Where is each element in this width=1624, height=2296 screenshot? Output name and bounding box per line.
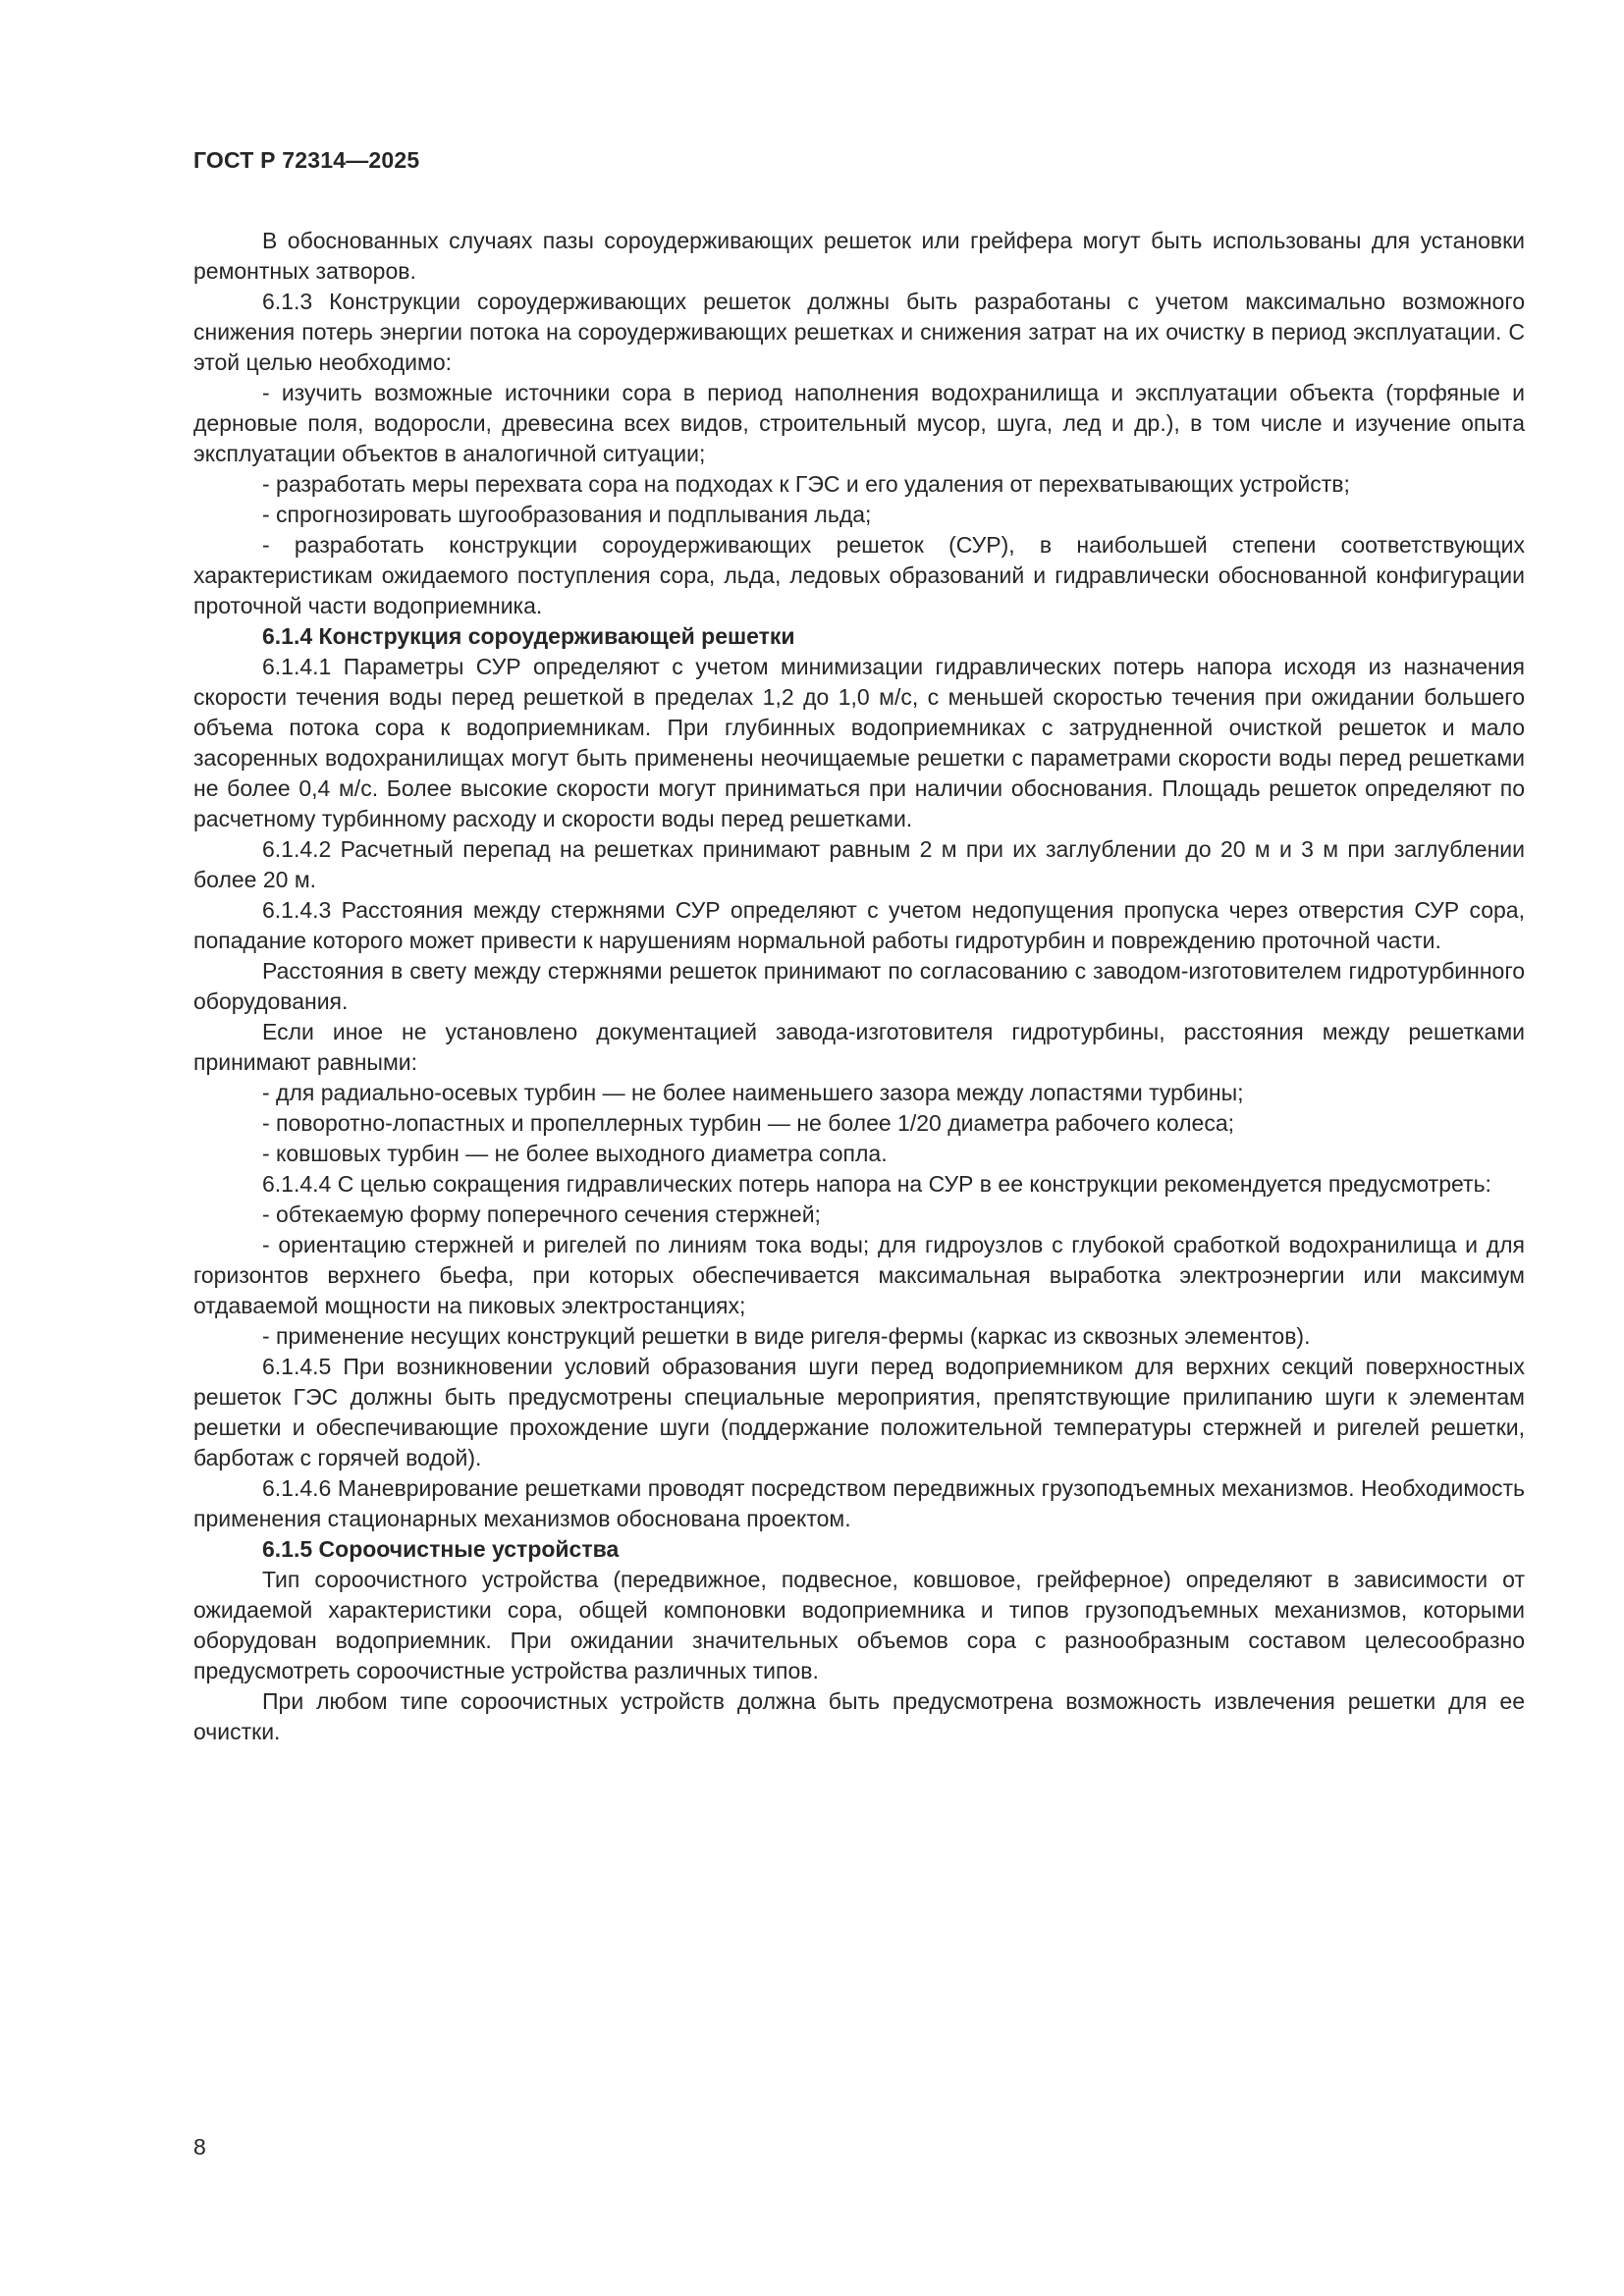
clause-6-1-4-6: 6.1.4.6 Маневрирование решетками проводят посредством передвижных грузоподъемных механизмов. Необходимость применения стационарных механизмов обоснована проектом. [193, 1475, 1525, 1531]
list-item: - разработать конструкции сороудерживающих решеток (СУР), в наибольшей степени соответствующих характеристикам ожидаемого поступления сора, льда, ледовых образований и гидравлически обоснованной конфигурации проточной части водоприемника. [193, 532, 1525, 618]
document-header: ГОСТ Р 72314—2025 [193, 147, 420, 173]
section-heading-6-1-4: 6.1.4 Конструкция сороудерживающей решетки [262, 623, 795, 649]
clause-6-1-3: 6.1.3 Конструкции сороудерживающих решеток должны быть разработаны с учетом максимально возможного снижения потерь энергии потока на сороудерживающих решетках и снижения затрат на их очистку в период эксплуатации. С этой целью необходимо: [193, 289, 1525, 375]
paragraph: Если иное не установлено документацией завода-изготовителя гидротурбины, расстояния между решетками принимают равными: [193, 1019, 1525, 1075]
paragraph: При любом типе сороочистных устройств должна быть предусмотрена возможность извлечения решетки для ее очистки. [193, 1688, 1525, 1744]
list-item: - обтекаемую форму поперечного сечения стержней; [262, 1201, 821, 1227]
clause-6-1-4-4: 6.1.4.4 С целью сокращения гидравлических потерь напора на СУР в ее конструкции рекомендуется предусмотреть: [262, 1171, 1491, 1197]
section-heading-6-1-5: 6.1.5 Сороочистные устройства [262, 1536, 620, 1562]
list-item: - поворотно-лопастных и пропеллерных турбин — не более 1/20 диаметра рабочего колеса; [262, 1110, 1234, 1136]
paragraph: Расстояния в свету между стержнями решеток принимают по согласованию с заводом-изготовителем гидротурбинного оборудования. [193, 958, 1525, 1014]
paragraph: В обоснованных случаях пазы сороудерживающих решеток или грейфера могут быть использованы для установки ремонтных затворов. [193, 228, 1525, 284]
list-item: - изучить возможные источники сора в период наполнения водохранилища и эксплуатации объекта (торфяные и дерновые поля, водоросли, древесина всех видов, строительный мусор, шуга, лед и др.), в том числе и изучение опыта эксплуатации объектов в аналогичной ситуации; [193, 380, 1525, 466]
list-item: - ковшовых турбин — не более выходного диаметра сопла. [262, 1141, 888, 1166]
list-item: - спрогнозировать шугообразования и подплывания льда; [262, 502, 872, 527]
paragraph: Тип сороочистного устройства (передвижное, подвесное, ковшовое, грейферное) определяют в зависимости от ожидаемой характеристики сора, общей компоновки водоприемника и типов грузоподъемных механизмов, которыми оборудован водоприемник. При ожидании значительных объемов сора с разнообразным составом целесообразно предусмотреть сороочистные устройства различных типов. [193, 1567, 1525, 1683]
clause-6-1-4-5: 6.1.4.5 При возникновении условий образования шуги перед водоприемником для верхних секций поверхностных решеток ГЭС должны быть предусмотрены специальные мероприятия, препятствующие прилипанию шуги к элементам решетки и обеспечивающие прохождение шуги (поддержание положительной температуры стержней и ригелей решетки, барботаж с горячей водой). [193, 1354, 1525, 1470]
clause-6-1-4-1: 6.1.4.1 Параметры СУР определяют с учетом минимизации гидравлических потерь напора исходя из назначения скорости течения воды перед решеткой в пределах 1,2 до 1,0 м/с, с меньшей скоростью течения при ожидании большего объема потока сора к водоприемникам. При глубинных водоприемниках с затрудненной очисткой решеток и мало засоренных водохранилищах могут быть применены неочищаемые решетки с параметрами скорости воды перед решетками не более 0,4 м/с. Более высокие скорости могут приниматься при наличии обоснования. Площадь решеток определяют по расчетному турбинному расходу и скорости воды перед решетками. [193, 654, 1525, 831]
list-item: - разработать меры перехвата сора на подходах к ГЭС и его удаления от перехватывающих устройств; [262, 471, 1350, 497]
page-number: 8 [193, 2134, 206, 2160]
list-item: - для радиально-осевых турбин — не более наименьшего зазора между лопастями турбины; [262, 1080, 1244, 1105]
clause-6-1-4-3: 6.1.4.3 Расстояния между стержнями СУР определяют с учетом недопущения пропуска через отверстия СУР сора, попадание которого может привести к нарушениям нормальной работы гидротурбин и повреждению проточной части. [193, 897, 1525, 953]
list-item: - ориентацию стержней и ригелей по линиям тока воды; для гидроузлов с глубокой сработкой водохранилища и для горизонтов верхнего бьефа, при которых обеспечивается максимальная выработка электроэнергии или максимум отдаваемой мощности на пиковых электростанциях; [193, 1232, 1525, 1318]
document-body [193, 226, 1525, 1747]
list-item: - применение несущих конструкций решетки в виде ригеля-фермы (каркас из сквозных элементов). [262, 1323, 1311, 1349]
clause-6-1-4-2: 6.1.4.2 Расчетный перепад на решетках принимают равным 2 м при их заглублении до 20 м и 3 м при заглублении более 20 м. [193, 836, 1525, 892]
